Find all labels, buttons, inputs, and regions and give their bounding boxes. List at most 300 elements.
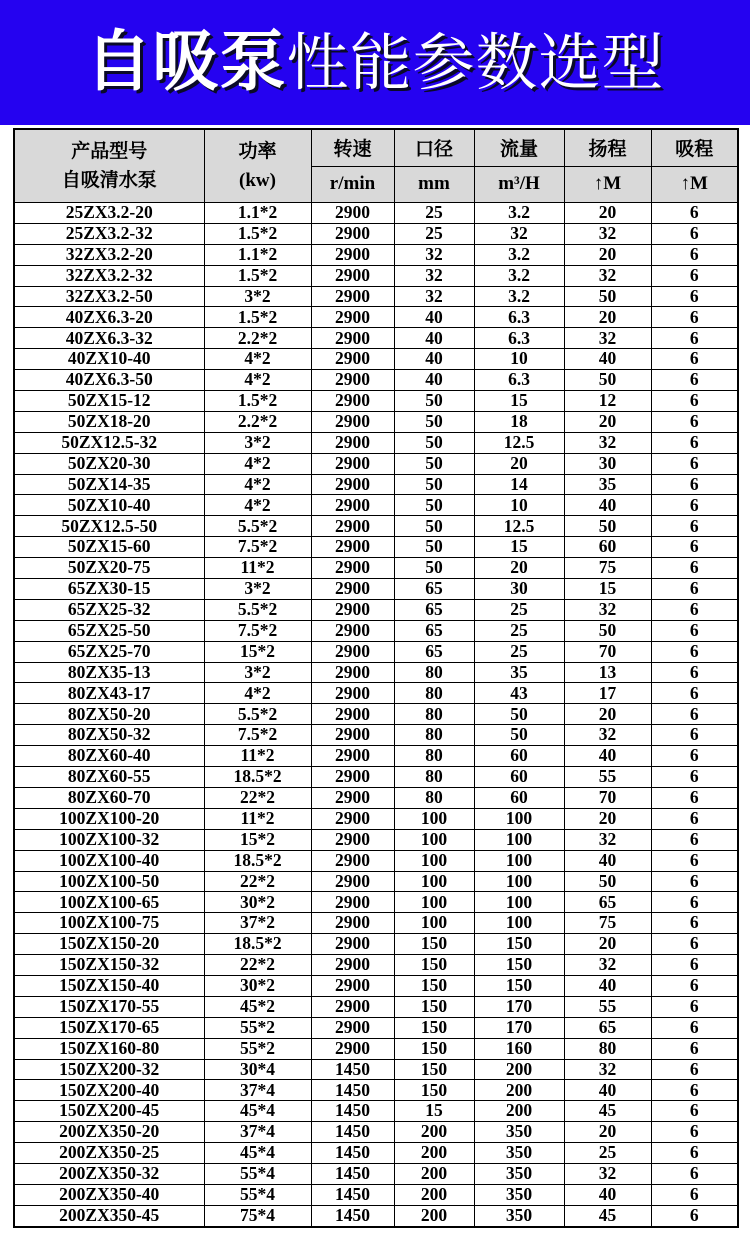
cell-flow: 50 <box>474 704 564 725</box>
cell-model: 50ZX12.5-50 <box>14 516 204 537</box>
cell-speed: 2900 <box>311 683 394 704</box>
table-row <box>14 787 738 808</box>
cell-power: 7.5*2 <box>204 537 311 558</box>
cell-suction: 6 <box>651 453 738 474</box>
cell-model: 150ZX200-40 <box>14 1080 204 1101</box>
cell-power: 55*2 <box>204 1038 311 1059</box>
cell-suction: 6 <box>651 265 738 286</box>
cell-speed: 2900 <box>311 370 394 391</box>
cell-flow: 170 <box>474 1017 564 1038</box>
cell-head: 65 <box>564 1017 651 1038</box>
cell-flow: 6.3 <box>474 370 564 391</box>
cell-power: 11*2 <box>204 746 311 767</box>
table-row <box>14 934 738 955</box>
cell-model: 50ZX12.5-32 <box>14 432 204 453</box>
cell-diameter: 100 <box>394 871 474 892</box>
cell-diameter: 80 <box>394 662 474 683</box>
cell-flow: 100 <box>474 829 564 850</box>
cell-diameter: 65 <box>394 599 474 620</box>
table-row <box>14 474 738 495</box>
cell-power: 3*2 <box>204 579 311 600</box>
cell-power: 45*4 <box>204 1143 311 1164</box>
cell-diameter: 150 <box>394 1017 474 1038</box>
cell-power: 55*4 <box>204 1184 311 1205</box>
cell-diameter: 50 <box>394 558 474 579</box>
cell-speed: 2900 <box>311 808 394 829</box>
cell-head: 20 <box>564 203 651 224</box>
table-row <box>14 307 738 328</box>
table-row <box>14 746 738 767</box>
cell-suction: 6 <box>651 850 738 871</box>
cell-power: 1.5*2 <box>204 265 311 286</box>
cell-suction: 6 <box>651 996 738 1017</box>
cell-speed: 2900 <box>311 829 394 850</box>
cell-model: 40ZX6.3-32 <box>14 328 204 349</box>
cell-head: 20 <box>564 808 651 829</box>
cell-diameter: 50 <box>394 474 474 495</box>
cell-suction: 6 <box>651 1163 738 1184</box>
cell-speed: 2900 <box>311 411 394 432</box>
cell-speed: 2900 <box>311 599 394 620</box>
cell-model: 32ZX3.2-32 <box>14 265 204 286</box>
cell-diameter: 40 <box>394 328 474 349</box>
cell-model: 100ZX100-40 <box>14 850 204 871</box>
cell-diameter: 100 <box>394 829 474 850</box>
cell-flow: 50 <box>474 725 564 746</box>
cell-flow: 32 <box>474 223 564 244</box>
cell-power: 30*4 <box>204 1059 311 1080</box>
cell-suction: 6 <box>651 955 738 976</box>
cell-power: 55*2 <box>204 1017 311 1038</box>
cell-speed: 2900 <box>311 328 394 349</box>
cell-model: 32ZX3.2-20 <box>14 244 204 265</box>
cell-head: 32 <box>564 599 651 620</box>
table-row <box>14 349 738 370</box>
cell-head: 40 <box>564 1184 651 1205</box>
table-row <box>14 1080 738 1101</box>
table-row <box>14 829 738 850</box>
cell-head: 13 <box>564 662 651 683</box>
cell-model: 150ZX150-32 <box>14 955 204 976</box>
cell-power: 30*2 <box>204 975 311 996</box>
table-row <box>14 599 738 620</box>
cell-model: 80ZX60-40 <box>14 746 204 767</box>
cell-model: 50ZX15-60 <box>14 537 204 558</box>
cell-suction: 6 <box>651 1143 738 1164</box>
cell-diameter: 50 <box>394 453 474 474</box>
cell-speed: 2900 <box>311 474 394 495</box>
table-row <box>14 265 738 286</box>
cell-speed: 2900 <box>311 704 394 725</box>
cell-flow: 30 <box>474 579 564 600</box>
cell-flow: 60 <box>474 746 564 767</box>
cell-flow: 6.3 <box>474 307 564 328</box>
page-title <box>85 25 665 99</box>
table-row <box>14 1163 738 1184</box>
cell-speed: 2900 <box>311 975 394 996</box>
cell-flow: 35 <box>474 662 564 683</box>
header-power-line1: 功率 <box>238 140 277 162</box>
cell-diameter: 40 <box>394 349 474 370</box>
page-title-product: 自吸泵 <box>85 25 287 99</box>
cell-head: 40 <box>564 1080 651 1101</box>
table-row <box>14 1038 738 1059</box>
cell-flow: 150 <box>474 975 564 996</box>
table-row <box>14 244 738 265</box>
table-row <box>14 453 738 474</box>
cell-speed: 2900 <box>311 432 394 453</box>
cell-model: 32ZX3.2-50 <box>14 286 204 307</box>
cell-diameter: 32 <box>394 244 474 265</box>
cell-suction: 6 <box>651 871 738 892</box>
table-row <box>14 975 738 996</box>
cell-flow: 170 <box>474 996 564 1017</box>
cell-suction: 6 <box>651 1101 738 1122</box>
cell-speed: 2900 <box>311 203 394 224</box>
cell-model: 100ZX100-50 <box>14 871 204 892</box>
cell-speed: 2900 <box>311 641 394 662</box>
cell-power: 15*2 <box>204 829 311 850</box>
cell-diameter: 50 <box>394 411 474 432</box>
cell-power: 1.5*2 <box>204 223 311 244</box>
cell-diameter: 100 <box>394 850 474 871</box>
cell-power: 45*2 <box>204 996 311 1017</box>
cell-suction: 6 <box>651 516 738 537</box>
cell-diameter: 65 <box>394 620 474 641</box>
cell-power: 3*2 <box>204 286 311 307</box>
cell-model: 65ZX30-15 <box>14 579 204 600</box>
cell-suction: 6 <box>651 620 738 641</box>
table-row <box>14 223 738 244</box>
cell-diameter: 200 <box>394 1205 474 1226</box>
cell-head: 45 <box>564 1101 651 1122</box>
cell-speed: 1450 <box>311 1059 394 1080</box>
cell-diameter: 150 <box>394 1059 474 1080</box>
cell-suction: 6 <box>651 411 738 432</box>
pump-spec-table <box>13 128 739 1228</box>
cell-diameter: 40 <box>394 370 474 391</box>
cell-model: 40ZX6.3-20 <box>14 307 204 328</box>
header-head-label: 扬程 <box>564 129 651 166</box>
cell-model: 150ZX200-45 <box>14 1101 204 1122</box>
cell-model: 200ZX350-32 <box>14 1163 204 1184</box>
cell-power: 1.5*2 <box>204 307 311 328</box>
cell-speed: 2900 <box>311 996 394 1017</box>
cell-suction: 6 <box>651 1059 738 1080</box>
cell-head: 55 <box>564 996 651 1017</box>
cell-diameter: 80 <box>394 787 474 808</box>
cell-suction: 6 <box>651 934 738 955</box>
cell-suction: 6 <box>651 432 738 453</box>
cell-flow: 20 <box>474 453 564 474</box>
cell-speed: 1450 <box>311 1080 394 1101</box>
table-row <box>14 1184 738 1205</box>
cell-speed: 2900 <box>311 453 394 474</box>
cell-speed: 2900 <box>311 244 394 265</box>
cell-diameter: 50 <box>394 537 474 558</box>
cell-power: 37*2 <box>204 913 311 934</box>
cell-flow: 20 <box>474 558 564 579</box>
cell-flow: 200 <box>474 1101 564 1122</box>
table-row <box>14 913 738 934</box>
cell-diameter: 32 <box>394 265 474 286</box>
cell-diameter: 150 <box>394 975 474 996</box>
cell-head: 40 <box>564 349 651 370</box>
cell-power: 11*2 <box>204 808 311 829</box>
cell-flow: 14 <box>474 474 564 495</box>
cell-flow: 15 <box>474 537 564 558</box>
cell-diameter: 25 <box>394 203 474 224</box>
cell-flow: 10 <box>474 349 564 370</box>
cell-speed: 1450 <box>311 1205 394 1226</box>
cell-suction: 6 <box>651 1122 738 1143</box>
cell-flow: 3.2 <box>474 203 564 224</box>
cell-head: 55 <box>564 767 651 788</box>
table-row <box>14 328 738 349</box>
cell-head: 32 <box>564 829 651 850</box>
cell-diameter: 25 <box>394 223 474 244</box>
cell-model: 200ZX350-20 <box>14 1122 204 1143</box>
cell-power: 4*2 <box>204 474 311 495</box>
cell-suction: 6 <box>651 328 738 349</box>
cell-flow: 43 <box>474 683 564 704</box>
table-row <box>14 683 738 704</box>
cell-power: 22*2 <box>204 871 311 892</box>
cell-flow: 350 <box>474 1205 564 1226</box>
cell-head: 75 <box>564 558 651 579</box>
cell-speed: 2900 <box>311 662 394 683</box>
cell-diameter: 200 <box>394 1163 474 1184</box>
cell-speed: 2900 <box>311 1017 394 1038</box>
cell-power: 1.1*2 <box>204 203 311 224</box>
cell-speed: 2900 <box>311 913 394 934</box>
table-row <box>14 725 738 746</box>
cell-head: 40 <box>564 850 651 871</box>
cell-speed: 2900 <box>311 892 394 913</box>
cell-diameter: 200 <box>394 1143 474 1164</box>
table-row <box>14 850 738 871</box>
cell-head: 35 <box>564 474 651 495</box>
table-row <box>14 767 738 788</box>
cell-suction: 6 <box>651 1205 738 1226</box>
header-speed-label: 转速 <box>311 129 394 166</box>
cell-head: 65 <box>564 892 651 913</box>
cell-head: 32 <box>564 1059 651 1080</box>
cell-model: 80ZX43-17 <box>14 683 204 704</box>
cell-diameter: 40 <box>394 307 474 328</box>
cell-model: 40ZX6.3-50 <box>14 370 204 391</box>
cell-flow: 3.2 <box>474 286 564 307</box>
cell-flow: 18 <box>474 411 564 432</box>
cell-suction: 6 <box>651 829 738 850</box>
cell-suction: 6 <box>651 913 738 934</box>
cell-suction: 6 <box>651 975 738 996</box>
cell-power: 2.2*2 <box>204 411 311 432</box>
cell-model: 25ZX3.2-32 <box>14 223 204 244</box>
cell-head: 50 <box>564 871 651 892</box>
cell-head: 20 <box>564 307 651 328</box>
cell-suction: 6 <box>651 579 738 600</box>
cell-head: 30 <box>564 453 651 474</box>
cell-flow: 15 <box>474 391 564 412</box>
header-power-line2: (kw) <box>239 170 276 191</box>
cell-head: 20 <box>564 411 651 432</box>
cell-diameter: 150 <box>394 1038 474 1059</box>
cell-power: 30*2 <box>204 892 311 913</box>
cell-suction: 6 <box>651 683 738 704</box>
cell-model: 80ZX50-20 <box>14 704 204 725</box>
cell-diameter: 32 <box>394 286 474 307</box>
table-row <box>14 662 738 683</box>
cell-model: 150ZX170-65 <box>14 1017 204 1038</box>
cell-diameter: 15 <box>394 1101 474 1122</box>
cell-suction: 6 <box>651 474 738 495</box>
cell-diameter: 65 <box>394 641 474 662</box>
cell-suction: 6 <box>651 1184 738 1205</box>
cell-diameter: 65 <box>394 579 474 600</box>
cell-power: 1.1*2 <box>204 244 311 265</box>
cell-model: 25ZX3.2-20 <box>14 203 204 224</box>
cell-head: 25 <box>564 1143 651 1164</box>
cell-power: 4*2 <box>204 495 311 516</box>
cell-model: 100ZX100-75 <box>14 913 204 934</box>
table-row <box>14 495 738 516</box>
cell-power: 11*2 <box>204 558 311 579</box>
cell-speed: 2900 <box>311 349 394 370</box>
cell-model: 50ZX18-20 <box>14 411 204 432</box>
cell-head: 20 <box>564 934 651 955</box>
cell-flow: 100 <box>474 808 564 829</box>
cell-diameter: 80 <box>394 683 474 704</box>
cell-flow: 12.5 <box>474 516 564 537</box>
cell-speed: 2900 <box>311 391 394 412</box>
cell-suction: 6 <box>651 1038 738 1059</box>
table-row <box>14 537 738 558</box>
table-row <box>14 558 738 579</box>
cell-speed: 1450 <box>311 1184 394 1205</box>
cell-speed: 1450 <box>311 1143 394 1164</box>
cell-head: 20 <box>564 704 651 725</box>
table-row <box>14 411 738 432</box>
cell-suction: 6 <box>651 767 738 788</box>
table-row <box>14 620 738 641</box>
cell-flow: 3.2 <box>474 265 564 286</box>
cell-suction: 6 <box>651 662 738 683</box>
cell-flow: 350 <box>474 1143 564 1164</box>
table-row <box>14 1101 738 1122</box>
cell-head: 32 <box>564 955 651 976</box>
table-row <box>14 370 738 391</box>
cell-diameter: 150 <box>394 996 474 1017</box>
cell-power: 37*4 <box>204 1122 311 1143</box>
table-header <box>14 129 738 203</box>
cell-suction: 6 <box>651 787 738 808</box>
cell-speed: 2900 <box>311 265 394 286</box>
cell-power: 7.5*2 <box>204 725 311 746</box>
cell-model: 50ZX14-35 <box>14 474 204 495</box>
header-diameter-label: 口径 <box>394 129 474 166</box>
header-speed-unit: r/min <box>311 166 394 203</box>
cell-head: 40 <box>564 495 651 516</box>
cell-speed: 2900 <box>311 1038 394 1059</box>
cell-head: 32 <box>564 725 651 746</box>
cell-flow: 350 <box>474 1122 564 1143</box>
cell-diameter: 50 <box>394 516 474 537</box>
cell-speed: 1450 <box>311 1122 394 1143</box>
cell-power: 18.5*2 <box>204 767 311 788</box>
cell-speed: 2900 <box>311 579 394 600</box>
cell-flow: 200 <box>474 1080 564 1101</box>
table-row <box>14 955 738 976</box>
cell-model: 65ZX25-50 <box>14 620 204 641</box>
table-row <box>14 996 738 1017</box>
cell-power: 45*4 <box>204 1101 311 1122</box>
cell-model: 80ZX60-70 <box>14 787 204 808</box>
cell-head: 32 <box>564 328 651 349</box>
cell-model: 200ZX350-40 <box>14 1184 204 1205</box>
cell-suction: 6 <box>651 808 738 829</box>
cell-suction: 6 <box>651 1080 738 1101</box>
cell-model: 150ZX150-20 <box>14 934 204 955</box>
header-head-unit: ↑M <box>564 166 651 203</box>
cell-diameter: 100 <box>394 808 474 829</box>
table-row <box>14 1059 738 1080</box>
cell-suction: 6 <box>651 203 738 224</box>
cell-suction: 6 <box>651 746 738 767</box>
cell-head: 32 <box>564 223 651 244</box>
table-row <box>14 1205 738 1226</box>
cell-power: 18.5*2 <box>204 934 311 955</box>
cell-power: 1.5*2 <box>204 391 311 412</box>
cell-suction: 6 <box>651 244 738 265</box>
cell-model: 150ZX200-32 <box>14 1059 204 1080</box>
cell-power: 3*2 <box>204 662 311 683</box>
cell-speed: 2900 <box>311 767 394 788</box>
cell-flow: 25 <box>474 641 564 662</box>
cell-suction: 6 <box>651 307 738 328</box>
cell-suction: 6 <box>651 537 738 558</box>
cell-suction: 6 <box>651 223 738 244</box>
table-row <box>14 704 738 725</box>
cell-power: 22*2 <box>204 787 311 808</box>
cell-head: 50 <box>564 370 651 391</box>
cell-diameter: 200 <box>394 1184 474 1205</box>
table-row <box>14 1143 738 1164</box>
cell-diameter: 200 <box>394 1122 474 1143</box>
cell-speed: 2900 <box>311 307 394 328</box>
cell-speed: 2900 <box>311 286 394 307</box>
cell-model: 65ZX25-32 <box>14 599 204 620</box>
cell-diameter: 80 <box>394 704 474 725</box>
cell-head: 17 <box>564 683 651 704</box>
cell-flow: 150 <box>474 934 564 955</box>
page-title-suffix: 性能参数选型 <box>286 29 665 98</box>
cell-flow: 100 <box>474 871 564 892</box>
cell-suction: 6 <box>651 892 738 913</box>
cell-diameter: 50 <box>394 495 474 516</box>
header-model-line1: 产品型号 <box>71 140 148 162</box>
cell-model: 100ZX100-65 <box>14 892 204 913</box>
table-row <box>14 579 738 600</box>
cell-diameter: 100 <box>394 892 474 913</box>
header-diameter-unit: mm <box>394 166 474 203</box>
cell-flow: 3.2 <box>474 244 564 265</box>
table-row <box>14 203 738 224</box>
table-row <box>14 286 738 307</box>
cell-power: 18.5*2 <box>204 850 311 871</box>
cell-model: 100ZX100-32 <box>14 829 204 850</box>
cell-flow: 10 <box>474 495 564 516</box>
